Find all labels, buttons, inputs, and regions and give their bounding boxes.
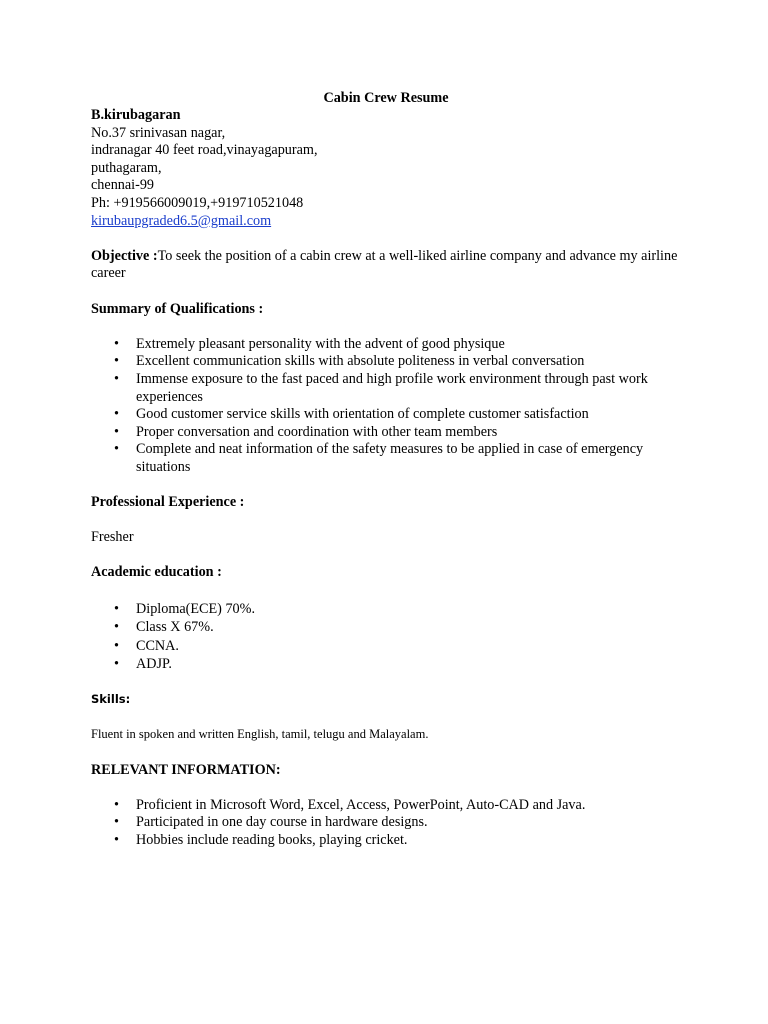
experience-text: Fresher (91, 529, 134, 546)
relevant-heading: RELEVANT INFORMATION: (91, 761, 281, 778)
education-list (91, 600, 691, 674)
list-item: • Diploma(ECE) 70%. (114, 600, 255, 617)
list-item: • ADJP. (114, 656, 172, 673)
bullet-icon: • (114, 406, 119, 423)
list-item: • Excellent communication skills with absolute politeness in verbal conversation (114, 353, 585, 370)
list-item: • Participated in one day course in hardware designs. (114, 814, 428, 831)
list-item: • Proper conversation and coordination with other team members (114, 423, 498, 440)
email-link[interactable]: kirubaupgraded6.5@gmail.com (91, 212, 272, 229)
bullet-icon: • (114, 619, 119, 636)
list-item: • Complete and neat information of the safety measures to be applied in case of emergency situations (114, 441, 644, 475)
list-item: • Immense exposure to the fast paced and high profile work environment through past work experiences (114, 370, 648, 405)
objective-label: Objective : (91, 247, 158, 264)
address-line: No.37 srinivasan nagar, (91, 124, 226, 141)
bullet-icon: • (114, 423, 119, 440)
candidate-name: B.kirubagaran (91, 107, 181, 123)
resume-document (91, 89, 691, 850)
list-item: • Good customer service skills with orientation of complete customer satisfaction (114, 406, 589, 423)
bullet-icon: • (114, 796, 119, 813)
document-title: Cabin Crew Resume (323, 90, 449, 106)
address-line: puthagaram, (91, 159, 162, 176)
experience-heading: Professional Experience : (91, 494, 245, 511)
bullet-icon: • (114, 335, 119, 352)
contact-block (91, 107, 691, 230)
skills-text: Fluent in spoken and written English, tamil, telugu and Malayalam. (91, 727, 429, 742)
education-heading: Academic education : (91, 564, 222, 581)
summary-list (91, 336, 691, 477)
list-item: • Class X 67%. (114, 619, 214, 636)
bullet-icon: • (114, 814, 119, 831)
address-line: indranagar 40 feet road,vinayagapuram, (91, 142, 318, 159)
bullet-icon: • (114, 600, 119, 617)
bullet-icon: • (114, 656, 119, 673)
phone-numbers: Ph: +919566009019,+919710521048 (91, 194, 304, 211)
list-item: • Hobbies include reading books, playing cricket. (114, 831, 408, 848)
bullet-icon: • (114, 831, 119, 848)
address-line: chennai-99 (91, 177, 155, 194)
bullet-icon: • (114, 441, 119, 458)
list-item: • CCNA. (114, 637, 179, 654)
bullet-icon: • (114, 370, 119, 387)
skills-heading: Skills: (91, 692, 131, 707)
relevant-list (91, 797, 691, 850)
bullet-icon: • (114, 353, 119, 370)
bullet-icon: • (114, 637, 119, 654)
objective-section (91, 248, 687, 283)
objective-text: To seek the position of a cabin crew at a well-liked airline company and advance my airline career (91, 247, 678, 282)
summary-heading: Summary of Qualifications : (91, 300, 264, 317)
list-item: • Extremely pleasant personality with the advent of good physique (114, 335, 505, 352)
list-item: • Proficient in Microsoft Word, Excel, Access, PowerPoint, Auto-CAD and Java. (114, 796, 586, 813)
